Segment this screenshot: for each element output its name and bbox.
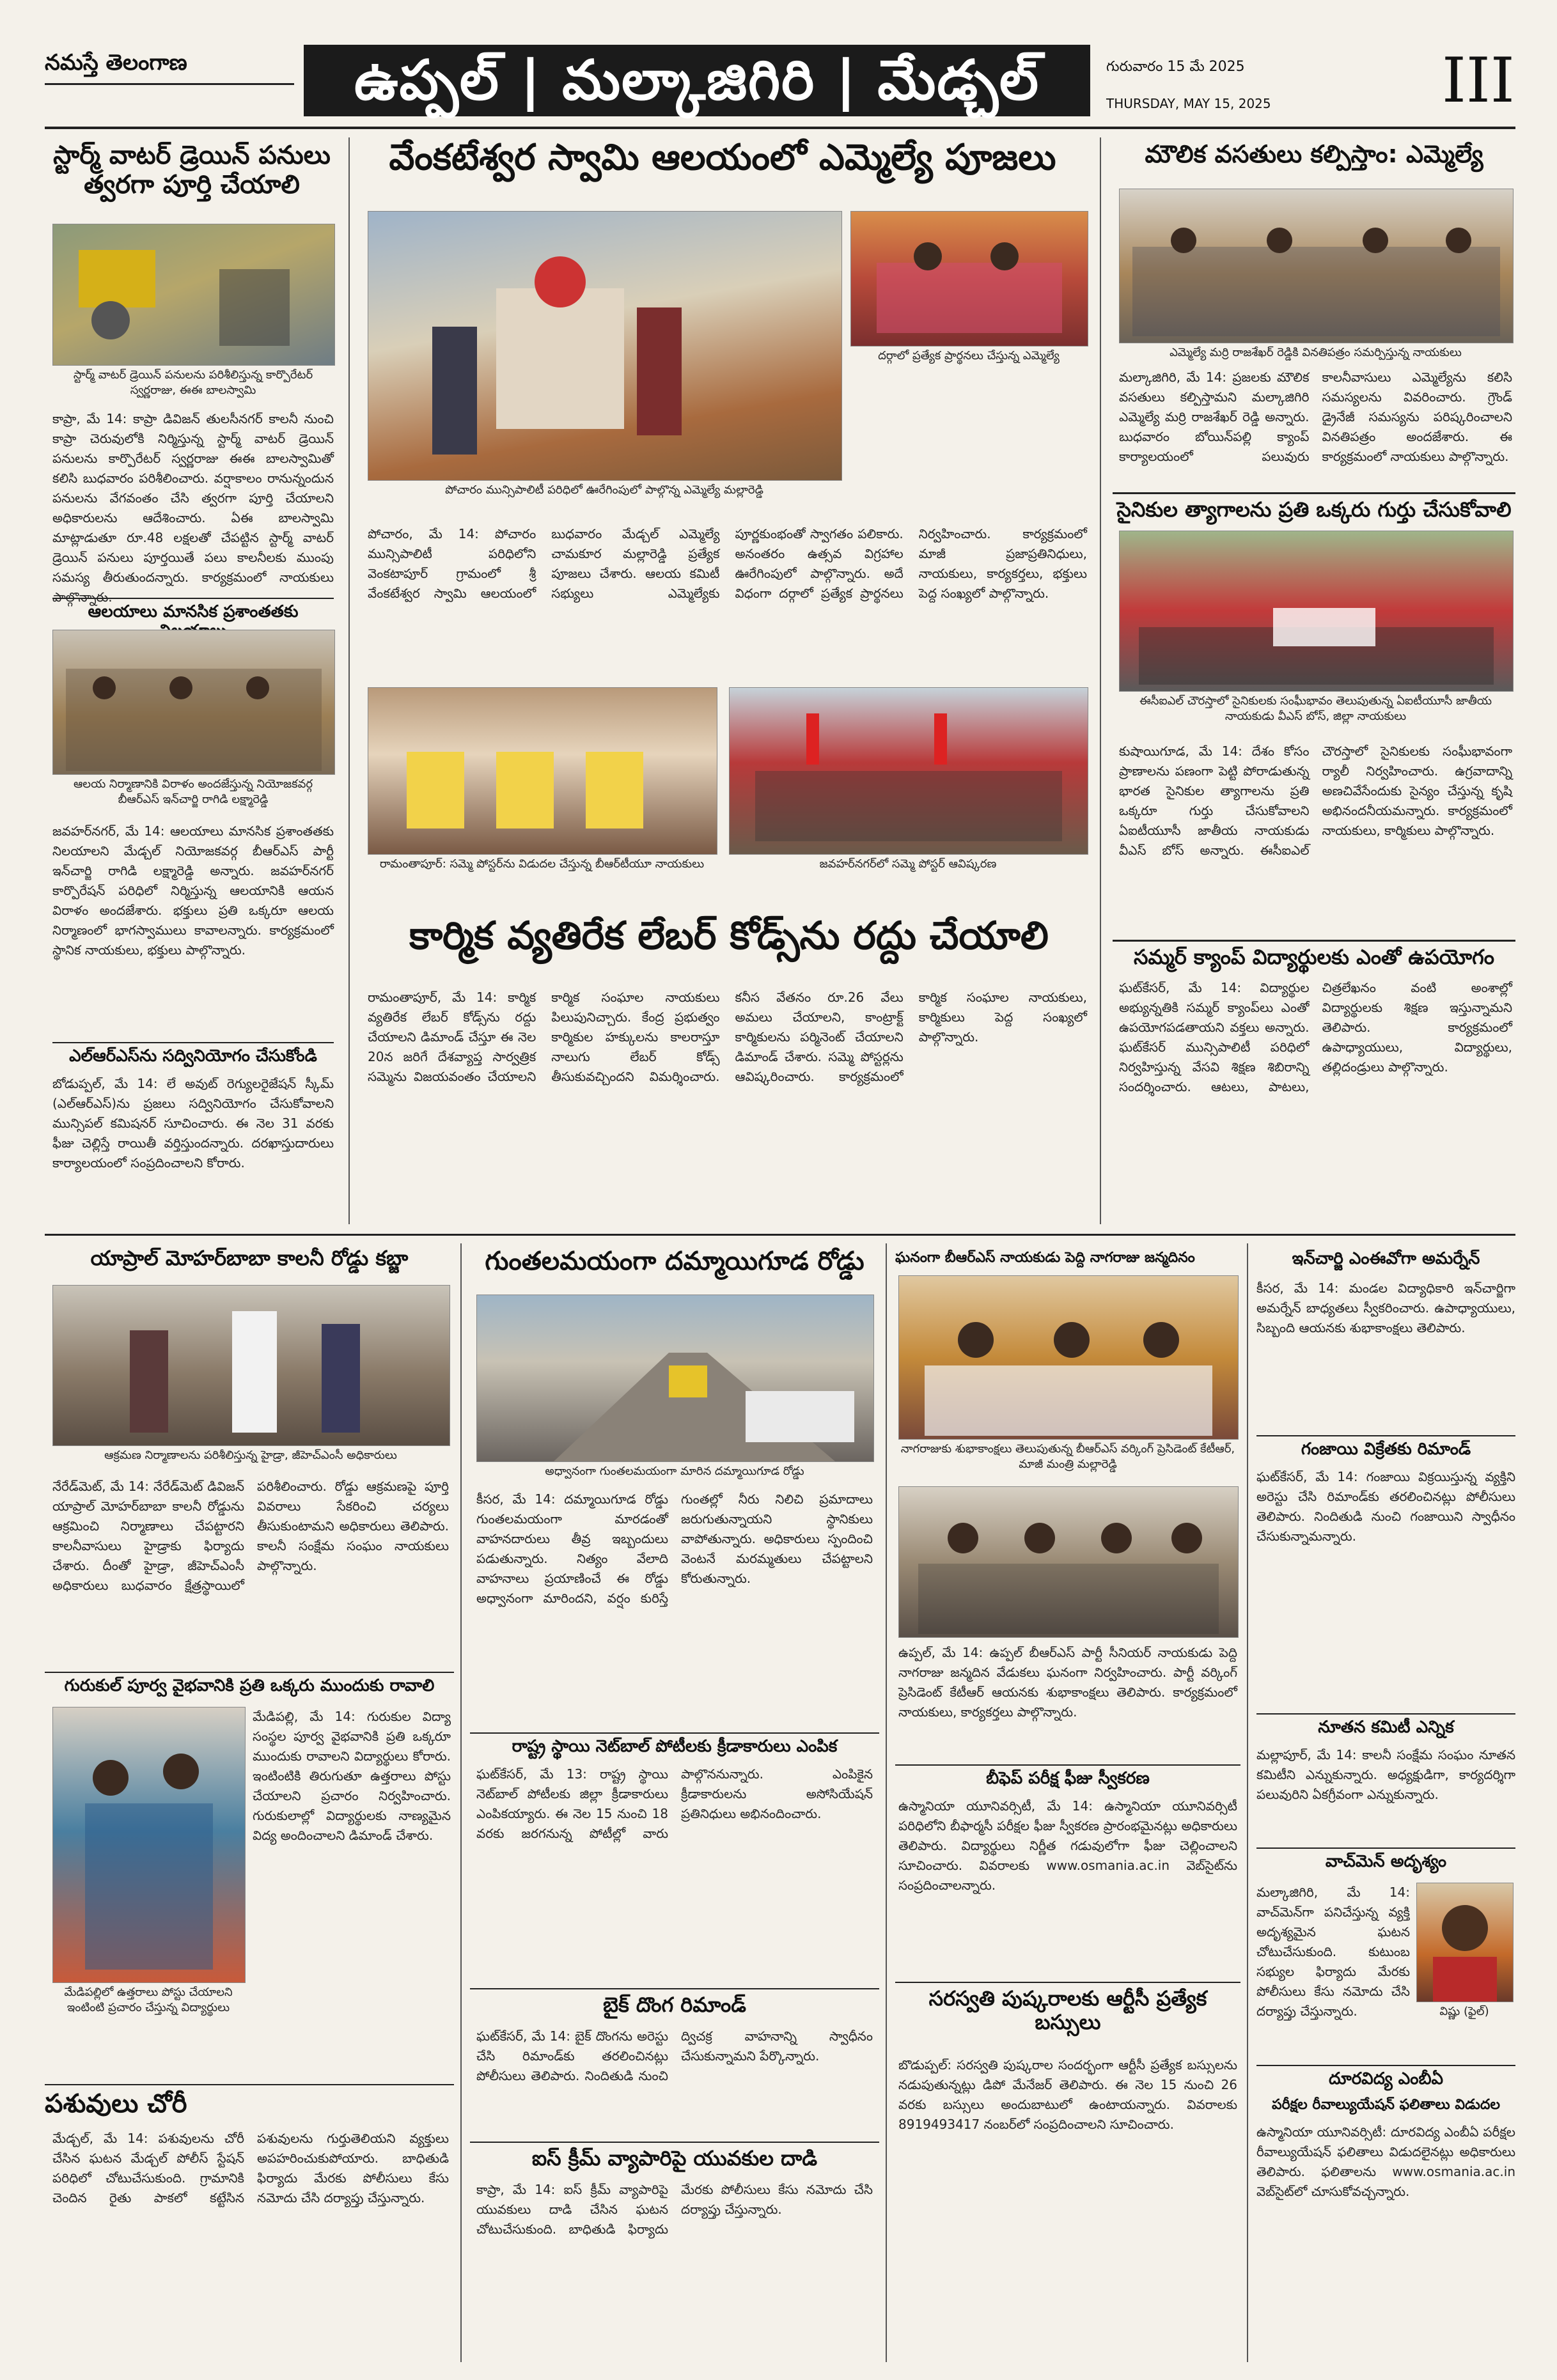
distance-headline: దూరవిద్య ఎంబీఏ	[1256, 2065, 1515, 2089]
cattle-body: మేడ్చల్, మే 14: పశువులను చోరీ చేసిన ఘటన మేడ్చల్ పోలీస్ స్టేషన్ పరిధిలో చోటుచేసుకుంది. గ్రామానికి చెందిన రైతు పాకలో కట్టేసిన పశువులను గుర్తుతెలియని వ్యక్తులు అపహరించుకుపోయారు. బాధితుడి ఫిర్యాదు మేరకు పోలీసులు కేసు నమోదు చేసి దర్యాప్తు చేస్తున్నారు.	[52, 2131, 449, 2205]
gurukul-body: మేడిపల్లి, మే 14: గురుకుల విద్యా సంస్థల పూర్వ వైభవానికి ప్రతి ఒక్కరూ ముందుకు రావాలని విద్యార్థులు కోరారు. ఇంటింటికి తిరుగుతూ ఉత్తరాలు పోస్టు చేయాలని ప్రచారం నిర్వహించారు. గురుకులాల్లో విద్యార్థులకు నాణ్యమైన విద్య అందించాలని డిమాండ్ చేశారు.	[253, 1709, 451, 1843]
venkateswara-side-photo	[850, 211, 1088, 346]
temples-headline: ఆలయాలు మానసిక ప్రశాంతతకు	[52, 598, 334, 641]
lrs-body: బోడుప్పల్, మే 14: లే అవుట్ రెగ్యులరైజేషన్ స్కీమ్ (ఎల్‌ఆర్‌ఎస్)ను ప్రజలు సద్వినియోగం చేసుకోవాలని మున్సిపల్ కమిషనర్ సూచించారు. ఈ నెల 31 వరకు ఫీజు చెల్లిస్తే రాయితీ వర్తిస్తుందన్నారు. దరఖాస్తుదారులు కార్యాలయంలో సంప్రదించాలని కోరారు.	[52, 1076, 334, 1171]
birthday-body: ఉప్పల్, మే 14: ఉప్పల్ బీఆర్‌ఎస్ పార్టీ సీనియర్ నాయకుడు పెద్ది నాగరాజు జన్మదిన వేడుకలు ఘనంగా నిర్వహించారు. పార్టీ వర్కింగ్ ప్రెసిడెంట్ కేటీఆర్ ఆయనకు శుభాకాంక్షలు తెలిపారు. కార్యక్రమంలో నాయకులు, కార్యకర్తలు పాల్గొన్నారు.	[898, 1645, 1237, 1720]
group-photo-image	[53, 630, 334, 774]
labour-headline: కార్మిక వ్యతిరేక లేబర్ కోడ్స్‌ను రద్దు చేయాలి	[409, 914, 1049, 958]
birthday-photo-top	[898, 1275, 1239, 1440]
birthday-photo-bottom	[898, 1486, 1239, 1638]
labour-left-caption: రామంతాపూర్: సమ్మె పోస్టర్‌ను విడుదల చేస్తున్న బీఆర్‌టీయూ నాయకులు	[379, 857, 705, 871]
netball-headline: రాష్ట్ర స్థాయి నెట్‌బాల్ పోటీలకు క్రీడాకారులు ఎంపిక	[470, 1732, 879, 1757]
excavator-image	[53, 224, 334, 365]
labour-left-photo	[368, 687, 717, 855]
bikethief-body: ఘట్‌కేసర్, మే 14: బైక్ దొంగను అరెస్టు చేసి రిమాండ్‌కు తరలించినట్లు పోలీసులు తెలిపారు. నిందితుడి నుంచి ద్విచక్ర వాహనాన్ని స్వాధీనం చేసుకున్నామని పేర్కొన్నారు.	[476, 2028, 873, 2083]
inchief-headline: ఇన్‌చార్జి ఎంఈవోగా అమర్నేన్	[1292, 1249, 1480, 1268]
rtc-headline: సరస్వతి పుష్కరాలకు ఆర్టీసీ ప్రత్యేక బస్సులు	[895, 1982, 1240, 2034]
basic-body: మల్కాజిగిరి, మే 14: ప్రజలకు మౌలిక వసతులు కల్పిస్తామని మల్కాజిగిరి ఎమ్మెల్యే మర్రి రాజశేఖర్ రెడ్డి అన్నారు. బుధవారం బోయిన్‌పల్లి క్యాంప్ కార్యాలయంలో పలువురు కాలనీవాసులు ఎమ్మెల్యేను కలిసి సమస్యలను వివరించారు. గ్రౌండ్ డ్రైనేజీ సమస్యను పరిష్కరించాలని వినతిపత్రం అందజేశారు. ఈ కార్యక్రమంలో నాయకులు పాల్గొన్నారు.	[1119, 369, 1512, 464]
column-separator	[348, 137, 350, 1224]
celebration-image	[899, 1276, 1238, 1439]
yapral-body: నేరేడ్‌మెట్, మే 14: నేరేడ్‌మెట్ డివిజన్ యాప్రాల్ మోహర్‌బాబా కాలనీ రోడ్డును ఆక్రమించి నిర్మాణాలు చేపట్టారని కాలనీవాసులు హైడ్రాకు ఫిర్యాదు చేశారు. దీంతో హైడ్రా, జీహెచ్‌ఎంసీ అధికారులు బుధవారం క్షేత్రస్థాయిలో పరిశీలించారు. రోడ్డు ఆక్రమణపై పూర్తి వివరాలు సేకరించి చర్యలు తీసుకుంటామని అధికారులు తెలిపారు. కాలనీ సంక్షేమ సంఘం నాయకులు పాల్గొన్నారు.	[52, 1479, 449, 1593]
rtc-body: బొడుప్పల్: సరస్వతి పుష్కరాల సందర్భంగా ఆర్టీసీ ప్రత్యేక బస్సులను నడుపుతున్నట్లు డిపో మేనేజర్ తెలిపారు. ఈ నెల 15 నుంచి 26 వరకు బస్సులు అందుబాటులో ఉంటాయన్నారు. వివరాలకు 8919493417 నంబర్‌లో సంప్రదించాలని సూచించారు.	[898, 2057, 1237, 2132]
basic-headline: మౌలిక వసతులు కల్పిస్తాం: ఎమ్మెల్యే	[1145, 140, 1483, 168]
page-number: III	[1442, 45, 1515, 116]
netball-body: ఘట్‌కేసర్, మే 13: రాష్ట్ర స్థాయి నెట్‌బాల్ పోటీలకు జిల్లా క్రీడాకారులు ఎంపికయ్యారు. ఈ నెల 15 నుంచి 18 వరకు జరగనున్న పోటీల్లో వారు పాల్గొననున్నారు. ఎంపికైన క్రీడాకారులను అసోసియేషన్ ప్రతినిధులు అభినందించారు.	[476, 1766, 873, 1841]
section-divider	[45, 1234, 1515, 1236]
icecream-body: కాప్రా, మే 14: ఐస్ క్రీమ్ వ్యాపారిపై యువకులు దాడి చేసిన ఘటన చోటుచేసుకుంది. బాధితుడి ఫిర్యాదు మేరకు పోలీసులు కేసు నమోదు చేసి దర్యాప్తు చేస్తున్నారు.	[476, 2182, 873, 2237]
summer-body: ఘట్‌కేసర్, మే 14: విద్యార్థుల అభ్యున్నతికి సమ్మర్ క్యాంప్‌లు ఎంతో ఉపయోగపడతాయని వక్తలు అన్నారు. ఘట్‌కేసర్ మున్సిపాలిటీ పరిధిలో నిర్వహిస్తున్న వేసవి శిక్షణ శిబిరాన్ని సందర్శించారు. ఆటలు, పాటలు, చిత్రలేఖనం వంటి అంశాల్లో విద్యార్థులకు శిక్షణ ఇస్తున్నామని తెలిపారు. కార్యక్రమంలో ఉపాధ్యాయులు, విద్యార్థులు, తల్లిదండ్రులు పాల్గొన్నారు.	[1119, 980, 1512, 1094]
basic-photo	[1119, 189, 1514, 343]
masthead-date-english: THURSDAY, MAY 15, 2025	[1106, 96, 1271, 111]
ganja-headline: గంజాయి విక్రేతకు రిమాండ్	[1256, 1435, 1515, 1459]
masthead-rule	[45, 83, 294, 85]
icecream-headline: ఐస్ క్రీమ్ వ్యాపారిపై యువకుల దాడి	[470, 2142, 879, 2170]
cattle-headline: పశువులు చోరీ	[45, 2084, 454, 2119]
summer-headline: సమ్మర్ క్యాంప్ విద్యార్థులకు ఎంతో ఉపయోగం	[1113, 940, 1515, 969]
birthday-caption-top: నాగరాజుకు శుభాకాంక్షలు తెలుపుతున్న బీఆర్‌ఎస్ వర్కింగ్ ప్రెసిడెంట్ కేటీఆర్, మాజీ మంత్రి మల్లారెడ్డి	[900, 1442, 1235, 1472]
watchman-photo	[1416, 1883, 1514, 2002]
venkateswara-body: పోచారం, మే 14: పోచారం మున్సిపాలిటీ పరిధిలోని వెంకటాపూర్ గ్రామంలో శ్రీ వేంకటేశ్వర స్వామి ఆలయంలో బుధవారం మేడ్చల్ ఎమ్మెల్యే చామకూర మల్లారెడ్డి ప్రత్యేక పూజలు చేశారు. ఆలయ కమిటీ సభ్యులు ఎమ్మెల్యేకు పూర్ణకుంభంతో స్వాగతం పలికారు. అనంతరం ఉత్సవ విగ్రహాల ఊరేగింపులో పాల్గొన్నారు. అదే విధంగా దర్గాలో ప్రత్యేక ప్రార్థనలు నిర్వహించారు. కార్యక్రమంలో మాజీ ప్రజాప్రతినిధులు, నాయకులు, కార్యకర్తలు, భక్తులు పెద్ద సంఖ్యలో పాల్గొన్నారు.	[368, 526, 1087, 601]
dammaiguda-headline: గుంతలమయంగా దమ్మాయిగూడ రోడ్డు	[485, 1247, 865, 1276]
lrs-headline: ఎల్‌ఆర్‌ఎస్‌ను సద్వినియోగం చేసుకోండి	[52, 1042, 334, 1066]
inchief-body: కీసర, మే 14: మండల విద్యాధికారి ఇన్‌చార్జిగా అమర్నేన్ బాధ్యతలు స్వీకరించారు. ఉపాధ్యాయులు, సిబ్బంది ఆయనకు శుభాకాంక్షలు తెలిపారు.	[1256, 1280, 1515, 1335]
venkateswara-main-caption: పోచారం మున్సిపాలిటీ పరిధిలో ఊరేగింపులో పాల్గొన్న ఎమ్మెల్యే మల్లారెడ్డి	[445, 483, 763, 497]
column-separator	[886, 1243, 887, 2362]
masthead-date-telugu: గురువారం 15 మే 2025	[1106, 59, 1245, 75]
yapral-photo	[52, 1285, 450, 1446]
dammaiguda-caption: అధ్వానంగా గుంతలమయంగా మారిన దమ్మాయిగూడ రోడ్డు	[545, 1465, 804, 1478]
labour-right-caption: జవహర్‌నగర్‌లో సమ్మె పోస్టర్ ఆవిష్కరణ	[819, 857, 997, 871]
column-separator	[460, 1243, 462, 2362]
committee-headline: నూతన కమిటీ ఎన్నిక	[1256, 1713, 1515, 1738]
column-separator	[1247, 1243, 1248, 2362]
dargah-image	[851, 212, 1088, 346]
soldiers-headline: సైనికుల త్యాగాలను ప్రతి ఒక్కరు గుర్తు చేసుకోవాలి	[1113, 492, 1515, 522]
yapral-caption: ఆక్రమణ నిర్మాణాలను పరిశీలిస్తున్న హైడ్రా, జీహెచ్‌ఎంసీ అధికారులు	[104, 1449, 397, 1462]
gurukul-headline: గురుకుల్ పూర్వ వైభవానికి ప్రతి ఒక్కరు ముందుకు రావాలి	[45, 1672, 454, 1696]
storm-caption: స్టార్మ్ వాటర్ డ్రెయిన్ పనులను పరిశీలిస్తున్న కార్పొరేటర్ స్వర్ణరాజు, ఈఈ బాలస్వామి	[73, 368, 313, 398]
watchman-headline: వాచ్‌మెన్ అదృశ్యం	[1256, 1847, 1515, 1872]
greeting-image	[899, 1487, 1238, 1637]
watchman-caption: విష్ణు (ఫైల్)	[1439, 2005, 1489, 2018]
distance-body: ఉస్మానియా యూనివర్సిటీ: దూరవిద్య ఎంబీఏ పరీక్షల రీవాల్యుయేషన్ ఫలితాలు విడుదలైనట్లు అధికారులు తెలిపారు. ఫలితాలను www.osmania.ac.in వెబ్‌సైట్‌లో చూసుకోవచ్చన్నారు.	[1256, 2124, 1515, 2199]
venkateswara-main-photo	[368, 211, 842, 481]
procession-image	[368, 212, 841, 480]
poster-release-image	[368, 688, 717, 854]
road-image	[477, 1295, 873, 1461]
portrait-image	[1417, 1883, 1513, 2002]
soldiers-photo	[1119, 531, 1514, 692]
yapral-headline: యాప్రాల్ మోహర్‌బాబా కాలనీ రోడ్డు కబ్జా	[90, 1246, 409, 1270]
storm-photo	[52, 224, 335, 366]
masthead-brand: నమస్తే తెలంగాణ	[45, 50, 187, 75]
column-separator	[1100, 137, 1101, 1224]
bikethief-headline: బైక్ దొంగ రిమాండ్	[470, 1988, 879, 2017]
temples-body: జవహర్‌నగర్, మే 14: ఆలయాలు మానసిక ప్రశాంతతకు నిలయాలని మేడ్చల్ నియోజకవర్గ బీఆర్‌ఎస్ పార్టీ ఇన్‌చార్జి రాగిడి లక్ష్మారెడ్డి అన్నారు. జవహర్‌నగర్ కార్పొరేషన్ పరిధిలో నిర్మిస్తున్న ఆలయానికి ఆయన విరాళం అందజేశారు. భక్తులు ప్రతి ఒక్కరూ ఆలయ నిర్మాణంలో భాగస్వాములు కావాలన్నారు. కార్యక్రమంలో స్థానిక నాయకులు, భక్తులు పాల్గొన్నారు.	[52, 823, 334, 958]
group-photo-image	[1120, 189, 1513, 343]
students-image	[53, 1707, 245, 1982]
gurukul-photo	[52, 1707, 246, 1983]
bfees-headline: బీఫెప్ పరీక్ష ఫీజు స్వీకరణ	[895, 1764, 1240, 1789]
distance-subhead: పరీక్షల రీవాల్యుయేషన్ ఫలితాలు విడుదల	[1271, 2097, 1500, 2113]
temples-photo	[52, 630, 335, 775]
venkateswara-headline: వేంకటేశ్వర స్వామి ఆలయంలో ఎమ్మెల్యే పూజలు	[389, 137, 1056, 178]
rally-image	[1120, 531, 1513, 691]
labour-body: రామంతాపూర్, మే 14: కార్మిక వ్యతిరేక లేబర్ కోడ్స్‌ను రద్దు చేయాలని డిమాండ్ చేస్తూ ఈ నెల 20న జరిగే దేశవ్యాప్త సార్వత్రిక సమ్మెను విజయవంతం చేయాలని కార్మిక సంఘాల నాయకులు పిలుపునిచ్చారు. కేంద్ర ప్రభుత్వం కార్మికుల హక్కులను కాలరాస్తూ నాలుగు లేబర్ కోడ్స్ తీసుకువచ్చిందని విమర్శించారు. కనీస వేతనం రూ.26 వేలు అమలు చేయాలని, కాంట్రాక్ట్ కార్మికులను పర్మినెంట్ చేయాలని డిమాండ్ చేశారు. సమ్మె పోస్టర్లను ఆవిష్కరించారు. కార్యక్రమంలో కార్మిక సంఘాల నాయకులు, కార్మికులు పెద్ద సంఖ్యలో పాల్గొన్నారు.	[368, 990, 1087, 1084]
basic-caption: ఎమ్మెల్యే మర్రి రాజశేఖర్ రెడ్డికి వినతిపత్రం సమర్పిస్తున్న నాయకులు	[1170, 346, 1462, 359]
dammaiguda-photo	[476, 1295, 874, 1462]
officials-image	[53, 1286, 450, 1445]
bfees-body: ఉస్మానియా యూనివర్సిటీ, మే 14: ఉస్మానియా యూనివర్సిటీ పరిధిలోని బీఫార్మసీ పరీక్షల ఫీజు స్వీకరణ ప్రారంభమైనట్లు అధికారులు తెలిపారు. విద్యార్థులు నిర్ణీత గడువులోగా ఫీజు చెల్లించాలని సూచించారు. వివరాలకు www.osmania.ac.in వెబ్‌సైట్‌ను సంప్రదించాలన్నారు.	[898, 1798, 1237, 1893]
masthead-title: ఉప్పల్ | మల్కాజిగిరి | మేడ్చల్	[304, 45, 1090, 116]
masthead-divider	[45, 127, 1515, 129]
storm-body: కాప్రా, మే 14: కాప్రా డివిజన్ తులసీనగర్ కాలనీ నుంచి కాప్రా చెరువులోకి నిర్మిస్తున్న స్టార్మ్ వాటర్ డ్రెయిన్ పనులను కార్పొరేటర్ స్వర్ణరాజు ఈఈ బాలస్వామితో కలిసి బుధవారం పరిశీలించారు. వర్షాకాలం రానున్నందున పనులను వేగవంతం చేసి త్వరగా పూర్తి చేయాలని అధికారులను ఆదేశించారు. ఏఈ బాలస్వామి మాట్లాడుతూ రూ.48 లక్షలతో చేపట్టిన స్టార్మ్ వాటర్ డ్రెయిన్ పనులు పూర్తయితే పలు కాలనీలకు ముంపు సమస్య తీరుతుందన్నారు. కార్యక్రమంలో నాయకులు పాల్గొన్నారు.	[52, 411, 334, 605]
rally-image	[730, 688, 1088, 854]
ganja-body: ఘట్‌కేసర్, మే 14: గంజాయి విక్రయిస్తున్న వ్యక్తిని అరెస్టు చేసి రిమాండ్‌కు తరలించినట్లు పోలీసులు తెలిపారు. నిందితుడి నుంచి గంజాయిని స్వాధీనం చేసుకున్నామన్నారు.	[1256, 1469, 1515, 1544]
committee-body: మల్లాపూర్, మే 14: కాలనీ సంక్షేమ సంఘం నూతన కమిటీని ఎన్నుకున్నారు. అధ్యక్షుడిగా, కార్యదర్శిగా పలువురిని ఏకగ్రీవంగా ఎన్నుకున్నారు.	[1256, 1747, 1515, 1802]
storm-headline: స్టార్మ్ వాటర్ డ్రెయిన్ పనులు త్వరగా పూర్తి చేయాలి	[53, 141, 331, 199]
gurukul-caption: మేడిపల్లిలో ఉత్తరాలు పోస్టు చేయాలని ఇంటింటి ప్రచారం చేస్తున్న విద్యార్థులు	[64, 1986, 233, 2015]
soldiers-body: కుషాయిగూడ, మే 14: దేశం కోసం ప్రాణాలను పణంగా పెట్టి పోరాడుతున్న భారత సైనికుల త్యాగాలను ప్రతి ఒక్కరూ గుర్తు చేసుకోవాలని ఏఐటీయూసీ జాతీయ నాయకుడు వీఎస్ బోస్ అన్నారు. ఈసీఐఎల్ చౌరస్తాలో సైనికులకు సంఘీభావంగా ర్యాలీ నిర్వహించారు. ఉగ్రవాదాన్ని అణచివేసేందుకు సైన్యం చేస్తున్న కృషి అభినందనీయమన్నారు. కార్యక్రమంలో నాయకులు, కార్మికులు పాల్గొన్నారు.	[1119, 743, 1512, 858]
watchman-body: మల్కాజిగిరి, మే 14: వాచ్‌మెన్‌గా పనిచేస్తున్న వ్యక్తి అదృశ్యమైన ఘటన చోటుచేసుకుంది. కుటుంబ సభ్యుల ఫిర్యాదు మేరకు పోలీసులు కేసు నమోదు చేసి దర్యాప్తు చేస్తున్నారు.	[1256, 1885, 1410, 2019]
birthday-headline: ఘనంగా బీఆర్‌ఎస్ నాయకుడు పెద్ది నాగరాజు జన్మదినం	[895, 1250, 1195, 1266]
dammaiguda-body: కీసర, మే 14: దమ్మాయిగూడ రోడ్డు గుంతలమయంగా మారడంతో వాహనదారులు తీవ్ర ఇబ్బందులు పడుతున్నారు. నిత్యం వేలాది వాహనాలు ప్రయాణించే ఈ రోడ్డు అధ్వానంగా మారిందని, వర్షం కురిస్తే గుంతల్లో నీరు నిలిచి ప్రమాదాలు జరుగుతున్నాయని స్థానికులు వాపోతున్నారు. అధికారులు స్పందించి వెంటనే మరమ్మతులు చేపట్టాలని కోరుతున్నారు.	[476, 1491, 873, 1606]
temples-caption: ఆలయ నిర్మాణానికి విరాళం అందజేస్తున్న నియోజకవర్గ బీఆర్‌ఎస్ ఇన్‌చార్జి రాగిడి లక్ష్మారెడ్డి	[73, 777, 313, 807]
labour-right-photo	[729, 687, 1088, 855]
soldiers-caption: ఈసీఐఎల్ చౌరస్తాలో సైనికులకు సంఘీభావం తెలుపుతున్న ఏఐటీయూసీ జాతీయ నాయకుడు వీఎస్ బోస్, జిల్లా నాయకులు	[1139, 694, 1492, 724]
venkateswara-side-caption: దర్గాలో ప్రత్యేక ప్రార్థనలు చేస్తున్న ఎమ్మెల్యే	[878, 349, 1060, 362]
